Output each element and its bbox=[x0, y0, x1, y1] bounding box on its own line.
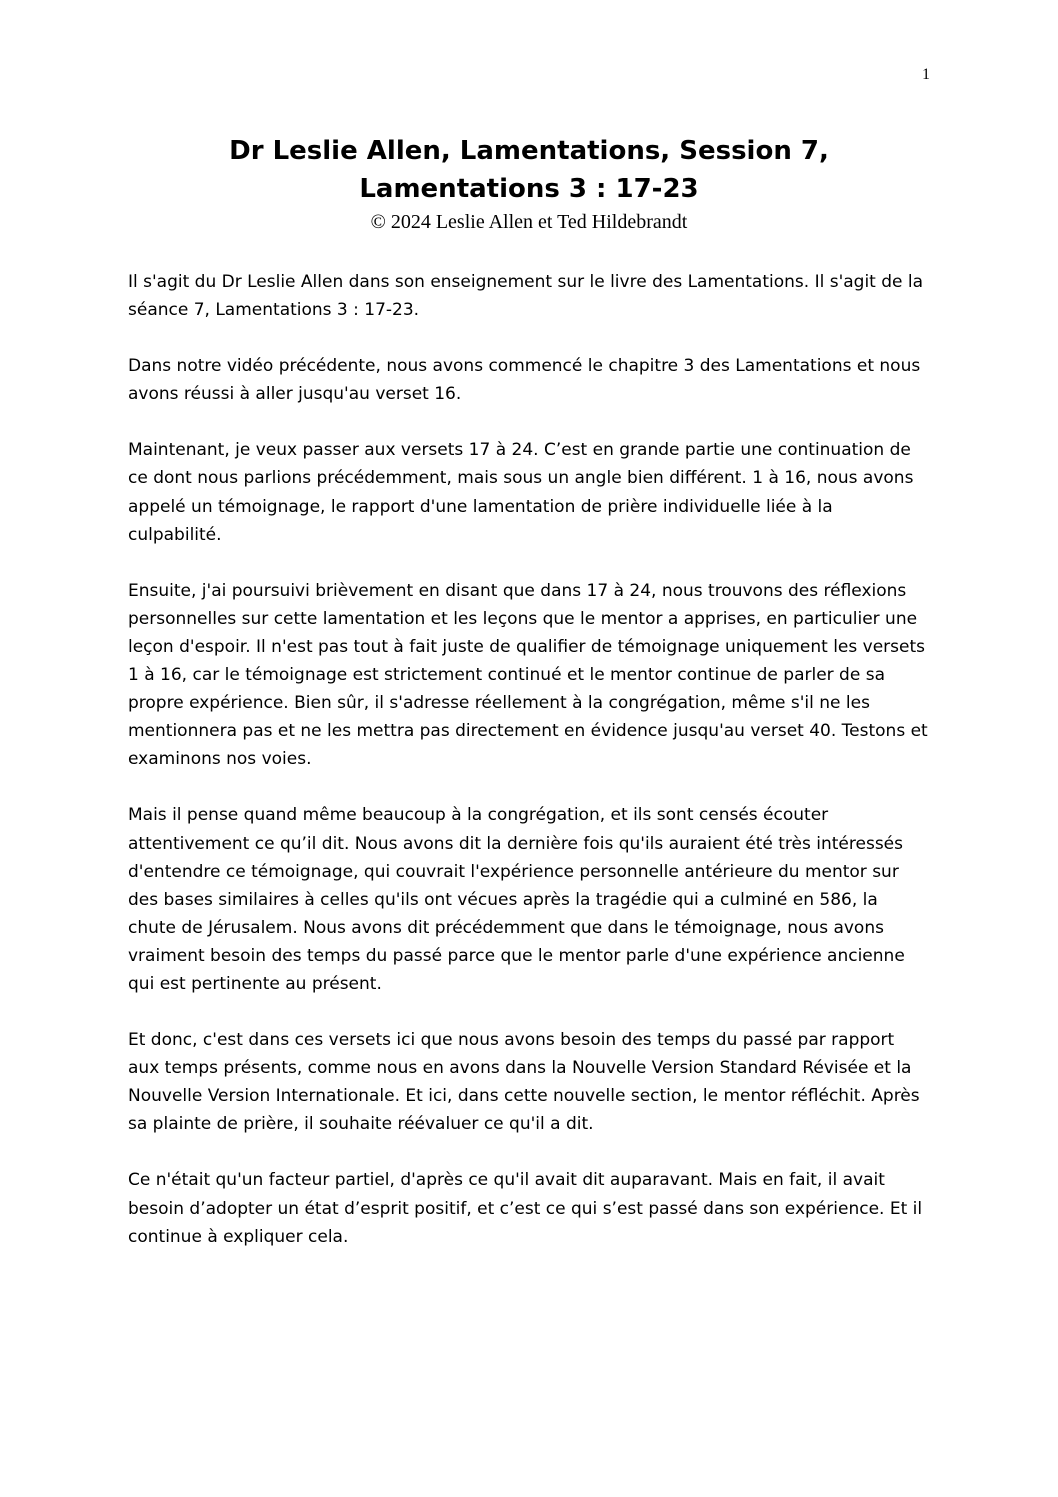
document-header bbox=[0, 132, 1058, 234]
paragraph: Il s'agit du Dr Leslie Allen dans son enseignement sur le livre des Lamentations. Il s'agit de la séance 7, Lamentations 3 : 17-23. bbox=[128, 272, 924, 321]
copyright-notice: © 2024 Leslie Allen et Ted Hildebrandt bbox=[370, 211, 688, 233]
paragraph: Dans notre vidéo précédente, nous avons commencé le chapitre 3 des Lamentations et nous avons réussi à aller jusqu'au verset 16. bbox=[128, 356, 921, 405]
page-number: 1 bbox=[922, 66, 930, 83]
document-title-line-2: Lamentations 3 : 17-23 bbox=[359, 174, 699, 204]
paragraph: Maintenant, je veux passer aux versets 17 à 24. C’est en grande partie une continuation de ce dont nous parlions précédemment, mais sous un angle bien différent. 1 à 16, nous avons appelé un témoignage, le rapport d'une lamentation de prière individuelle liée à la culpabilité. bbox=[128, 440, 914, 545]
document-body bbox=[128, 268, 928, 1279]
paragraph: Ce n'était qu'un facteur partiel, d'après ce qu'il avait dit auparavant. Mais en fait, il avait besoin d’adopter un état d’esprit positif, et c’est ce qui s’est passé dans son expérience. Et il continue à expliquer cela. bbox=[128, 1170, 923, 1247]
paragraph: Mais il pense quand même beaucoup à la congrégation, et ils sont censés écouter attentivement ce qu’il dit. Nous avons dit la dernière fois qu'ils auraient été très intéressés d'entendre ce témoignage, qui couvrait l'expérience personnelle antérieure du mentor sur des bases similaires à celles qu'ils ont vécues après la tragédie qui a culminé en 586, la chute de Jérusalem. Nous avons dit précédemment que dans le témoignage, nous avons vraiment besoin des temps du passé parce que le mentor parle d'une expérience ancienne qui est pertinente au présent. bbox=[128, 805, 905, 994]
document-title-line-1: Dr Leslie Allen, Lamentations, Session 7, bbox=[229, 136, 829, 166]
paragraph: Et donc, c'est dans ces versets ici que nous avons besoin des temps du passé par rapport aux temps présents, comme nous en avons dans la Nouvelle Version Standard Révisée et la Nouvelle Version Internationale. Et ici, dans cette nouvelle section, le mentor réfléchit. Après sa plainte de prière, il souhaite réévaluer ce qu'il a dit. bbox=[128, 1030, 920, 1135]
paragraph: Ensuite, j'ai poursuivi brièvement en disant que dans 17 à 24, nous trouvons des réflexions personnelles sur cette lamentation et les leçons que le mentor a apprises, en particulier une leçon d'espoir. Il n'est pas tout à fait juste de qualifier de témoignage uniquement les versets 1 à 16, car le témoignage est strictement continué et le mentor continue de parler de sa propre expérience. Bien sûr, il s'adresse réellement à la congrégation, même s'il ne les mentionnera pas et ne les mettra pas directement en évidence jusqu'au verset 40. Testons et examinons nos voies. bbox=[128, 580, 928, 770]
